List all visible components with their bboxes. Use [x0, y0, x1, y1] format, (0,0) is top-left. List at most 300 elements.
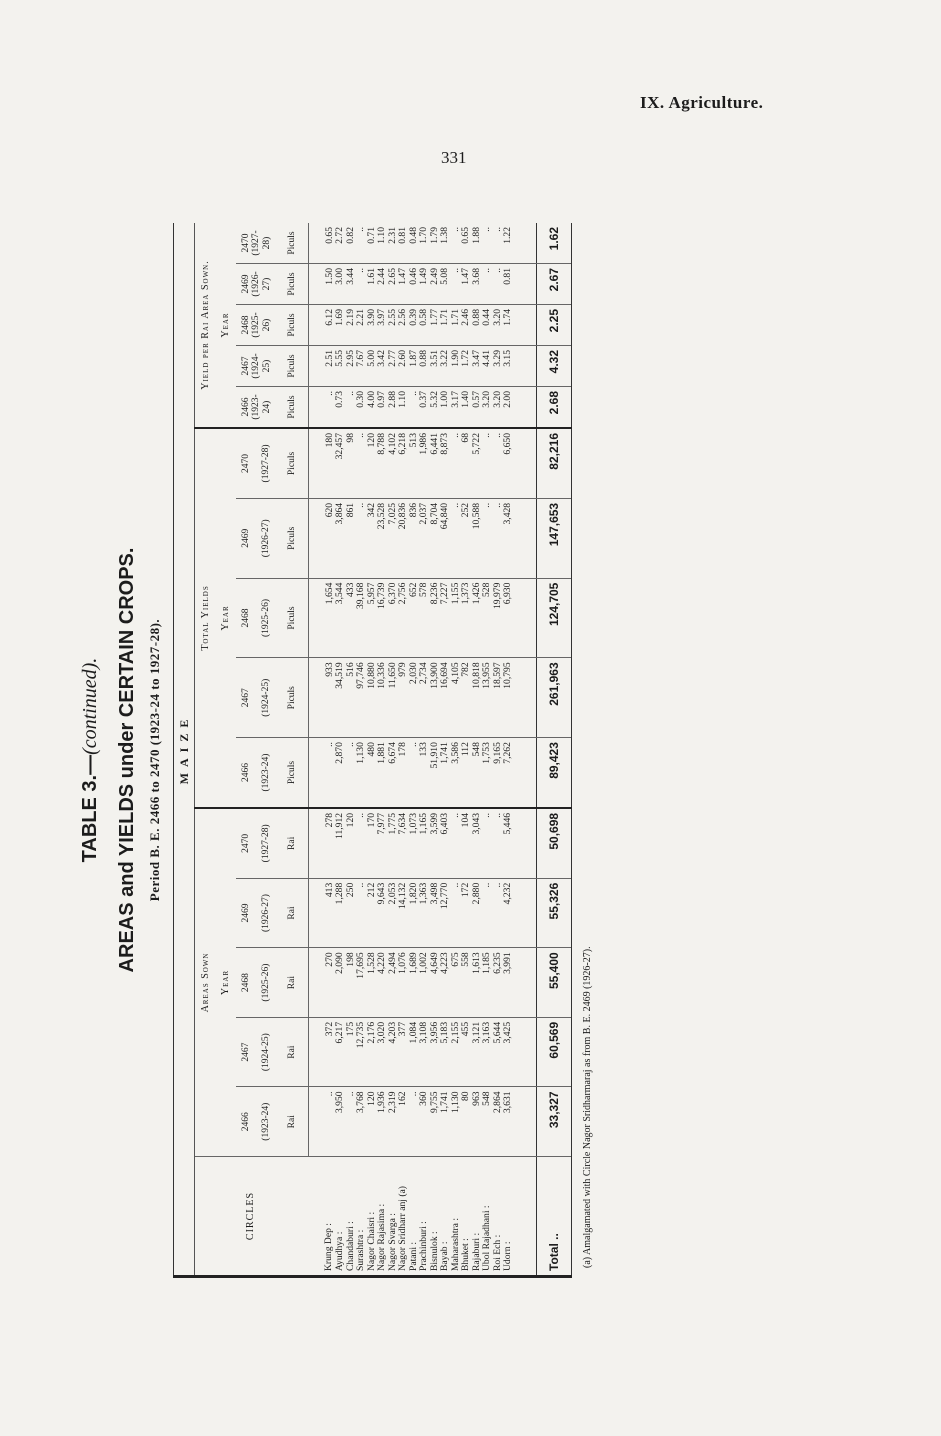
per-rai-cell: 4.00: [367, 387, 378, 429]
year-be-header: 2466: [236, 1087, 257, 1157]
per-rai-cell: 2.19: [346, 305, 357, 346]
per-rai-cell: 3.51: [430, 346, 441, 387]
per-rai-cell: 2.88: [388, 387, 399, 429]
total-per-rai-cell: 4.32: [536, 346, 572, 387]
yield-cell: 51,910: [430, 738, 441, 808]
area-cell: 170: [367, 808, 378, 878]
unit-header: Piculs: [277, 305, 308, 346]
per-rai-cell: 1.74: [503, 305, 536, 346]
circles-header: CIRCLES: [245, 1191, 256, 1241]
area-cell: 4,223: [440, 948, 451, 1018]
area-cell: 3,991: [503, 948, 536, 1018]
area-cell: 172: [461, 878, 472, 948]
area-cell: 1,741: [440, 1087, 451, 1157]
circle-name: Bhuket: [460, 1243, 471, 1271]
table-row: [308, 223, 335, 1275]
leader-dots: :: [376, 1203, 387, 1207]
yield-cell: 23,528: [377, 498, 388, 578]
per-rai-cell: ..: [451, 223, 462, 264]
area-cell: 5,446: [503, 808, 536, 878]
per-rai-cell: 3.22: [440, 346, 451, 387]
area-cell: 4,203: [388, 1017, 399, 1087]
unit-header: Rai: [277, 948, 308, 1018]
year-ad-header: (1924-25): [256, 658, 277, 738]
area-cell: 3,950: [335, 1087, 346, 1157]
leader-dots: :: [428, 1231, 440, 1234]
per-rai-cell: 1.49: [419, 264, 430, 305]
per-rai-cell: 2.72: [335, 223, 346, 264]
yield-cell: 8,873: [440, 428, 451, 498]
yield-cell: 8,704: [430, 498, 441, 578]
yield-cell: 16,694: [440, 658, 451, 738]
table-title: AREAS and YIELDS under CERTAIN CROPS.: [116, 547, 138, 973]
leader-dots: :: [323, 1223, 335, 1226]
yield-cell: 1,986: [419, 428, 430, 498]
leader-dots: :: [344, 1221, 356, 1224]
total-per-rai-cell: 1.62: [536, 223, 572, 264]
per-rai-cell: ..: [482, 264, 493, 305]
per-rai-cell: 3.68: [472, 264, 483, 305]
area-cell: 1,820: [409, 878, 420, 948]
per-rai-cell: 0.81: [398, 223, 409, 264]
circle-name: Surashtra: [355, 1234, 366, 1271]
per-rai-cell: 0.57: [472, 387, 483, 429]
yield-cell: 2,734: [419, 658, 430, 738]
yield-cell: 1,881: [377, 738, 388, 808]
unit-header: Piculs: [277, 387, 308, 429]
total-yield-cell: 147,653: [536, 498, 572, 578]
table-row: [377, 223, 388, 1275]
per-rai-cell: 1.40: [461, 387, 472, 429]
circle-name: Patani: [407, 1247, 419, 1271]
yield-cell: 513: [409, 428, 420, 498]
leader-dots: :: [355, 1229, 366, 1233]
areas-year-label: Year: [217, 808, 236, 1157]
area-cell: 1,076: [398, 948, 409, 1018]
circle-name-cell: [308, 1157, 335, 1276]
yields-year-label: Year: [217, 428, 236, 808]
per-rai-cell: 1.87: [409, 346, 420, 387]
per-rai-cell: 0.39: [409, 305, 420, 346]
per-rai-cell: 0.81: [503, 264, 536, 305]
area-cell: 80: [461, 1087, 472, 1157]
yield-cell: 16,739: [377, 578, 388, 658]
per-rai-cell: 1.61: [367, 264, 378, 305]
per-rai-cell: 1.71: [451, 305, 462, 346]
area-cell: 3,956: [430, 1017, 441, 1087]
yield-cell: 180: [308, 428, 335, 498]
yield-cell: 13,900: [430, 658, 441, 738]
yield-cell: 6,218: [398, 428, 409, 498]
per-rai-cell: 1.10: [398, 387, 409, 429]
per-rai-cell: 3.20: [493, 387, 504, 429]
area-cell: 2,864: [493, 1087, 504, 1157]
per-rai-cell: 0.88: [419, 346, 430, 387]
per-rai-cell: ..: [493, 223, 504, 264]
yield-cell: 5,957: [367, 578, 378, 658]
total-yield-cell: 124,705: [536, 578, 572, 658]
table-row: [356, 223, 367, 1275]
table-row: [440, 223, 451, 1275]
area-cell: 3,108: [419, 1017, 430, 1087]
yield-cell: 34,519: [335, 658, 346, 738]
area-cell: 17,695: [356, 948, 367, 1018]
table-frame: [173, 223, 572, 1278]
yield-cell: 6,930: [503, 578, 536, 658]
total-yield-cell: 82,216: [536, 428, 572, 498]
circle-name: Ayudhya: [334, 1236, 345, 1271]
yield-cell: 1,130: [356, 738, 367, 808]
areas-sown-header: Areas Sown: [194, 808, 217, 1157]
per-rai-cell: 1.47: [461, 264, 472, 305]
area-cell: 1,165: [419, 808, 430, 878]
total-area-cell: 60,569: [536, 1017, 572, 1087]
table-row: [461, 223, 472, 1275]
area-cell: 1,363: [419, 878, 430, 948]
yield-cell: 2,870: [335, 738, 346, 808]
total-area-cell: 55,400: [536, 948, 572, 1018]
per-rai-cell: ..: [493, 264, 504, 305]
yield-cell: 836: [409, 498, 420, 578]
area-cell: ..: [451, 878, 462, 948]
per-rai-cell: 2.00: [503, 387, 536, 429]
per-rai-year-label: Year: [217, 223, 236, 428]
area-cell: 1,775: [388, 808, 399, 878]
yield-cell: 861: [346, 498, 357, 578]
area-cell: 3,020: [377, 1017, 388, 1087]
area-cell: ..: [451, 808, 462, 878]
area-cell: ..: [356, 808, 367, 878]
yield-cell: 6,370: [388, 578, 399, 658]
circle-name: Prachinburi: [418, 1226, 429, 1271]
table-row: [419, 223, 430, 1275]
yield-cell: 3,428: [503, 498, 536, 578]
yield-cell: 8,236: [430, 578, 441, 658]
total-area-cell: 55,326: [536, 878, 572, 948]
yield-cell: 20,836: [398, 498, 409, 578]
yield-cell: 4,102: [388, 428, 399, 498]
per-rai-cell: 1.69: [335, 305, 346, 346]
area-cell: ..: [346, 1087, 357, 1157]
circle-name: Nagor Chaisri: [365, 1216, 377, 1271]
footnote: (a) Amalgamated with Circle Nagor Sridharmaraj as from B. E. 2469 (1926-27).: [582, 946, 593, 1268]
area-cell: 278: [308, 808, 335, 878]
year-be-header: 2469: [236, 498, 257, 578]
table-row: [503, 223, 536, 1275]
table-period: Period B. E. 2466 to 2470 (1923-24 to 1927-28).: [147, 618, 162, 902]
leader-dots: :: [386, 1213, 398, 1216]
per-rai-cell: 5.08: [440, 264, 451, 305]
area-cell: 1,073: [409, 808, 420, 878]
total-label: Total: [546, 1243, 561, 1271]
yield-cell: ..: [451, 428, 462, 498]
area-cell: 6,403: [440, 808, 451, 878]
per-rai-cell: 0.97: [377, 387, 388, 429]
per-rai-cell: 2.46: [461, 305, 472, 346]
per-rai-cell: ..: [356, 223, 367, 264]
yield-cell: 342: [367, 498, 378, 578]
yield-cell: 97,746: [356, 658, 367, 738]
yield-cell: 2,037: [419, 498, 430, 578]
area-cell: 14,132: [398, 878, 409, 948]
area-cell: ..: [356, 878, 367, 948]
area-cell: 9,755: [430, 1087, 441, 1157]
area-cell: 11,912: [335, 808, 346, 878]
unit-header: Piculs: [277, 578, 308, 658]
unit-header: Piculs: [277, 738, 308, 808]
per-rai-cell: 1.47: [398, 264, 409, 305]
unit-header: Rai: [277, 808, 308, 878]
total-yield-cell: 261,963: [536, 658, 572, 738]
leader-dots: :: [481, 1205, 492, 1209]
area-cell: 558: [461, 948, 472, 1018]
table-row: [398, 223, 409, 1275]
year-be-header: 2468: [236, 948, 257, 1018]
per-rai-cell: ..: [409, 387, 420, 429]
total-per-rai-cell: 2.25: [536, 305, 572, 346]
year-be-header: 2470: [236, 428, 257, 498]
area-cell: 413: [308, 878, 335, 948]
per-rai-cell: 1.71: [440, 305, 451, 346]
area-cell: 3,163: [482, 1017, 493, 1087]
table-titles: [79, 190, 163, 1330]
yield-cell: ..: [356, 498, 367, 578]
area-cell: 5,183: [440, 1017, 451, 1087]
area-cell: 3,631: [503, 1087, 536, 1157]
total-yield-cell: 89,423: [536, 738, 572, 808]
yield-cell: 178: [398, 738, 409, 808]
area-cell: 120: [367, 1087, 378, 1157]
area-cell: 9,643: [377, 878, 388, 948]
total-label-cell: [536, 1157, 572, 1276]
leader-dots: :: [449, 1217, 461, 1221]
unit-header: Piculs: [277, 346, 308, 387]
area-cell: 250: [346, 878, 357, 948]
area-cell: 12,770: [440, 878, 451, 948]
per-rai-cell: 1.38: [440, 223, 451, 264]
yield-cell: 2,030: [409, 658, 420, 738]
leader-dots: :: [418, 1221, 429, 1224]
per-rai-cell: 0.30: [356, 387, 367, 429]
yield-cell: 9,165: [493, 738, 504, 808]
yield-cell: 933: [308, 658, 335, 738]
area-cell: 1,613: [472, 948, 483, 1018]
per-rai-cell: 1.72: [461, 346, 472, 387]
rotated-table-page: [75, 190, 865, 1330]
circle-name: Nagor Svarga: [386, 1218, 398, 1271]
area-cell: ..: [482, 808, 493, 878]
per-rai-cell: 1.90: [451, 346, 462, 387]
unit-header: Piculs: [277, 498, 308, 578]
per-rai-cell: 3.47: [472, 346, 483, 387]
year-ad-header: (1925-26): [256, 578, 277, 658]
leader-dots: ..: [546, 1233, 561, 1240]
per-rai-cell: 1.88: [472, 223, 483, 264]
yield-cell: 8,788: [377, 428, 388, 498]
year-be-header: 2467: [236, 1017, 257, 1087]
unit-header: Piculs: [277, 658, 308, 738]
area-cell: 675: [451, 948, 462, 1018]
per-rai-cell: 3.15: [503, 346, 536, 387]
area-cell: 2,880: [472, 878, 483, 948]
yield-cell: 1,426: [472, 578, 483, 658]
yield-cell: 10,588: [472, 498, 483, 578]
yield-cell: 10,795: [503, 658, 536, 738]
area-cell: ..: [493, 808, 504, 878]
per-rai-cell: 0.73: [335, 387, 346, 429]
year-be-header: 2469: [236, 878, 257, 948]
yield-cell: 18,597: [493, 658, 504, 738]
per-rai-cell: 2.60: [398, 346, 409, 387]
yield-cell: 64,840: [440, 498, 451, 578]
per-rai-cell: ..: [451, 264, 462, 305]
maize-table: [173, 223, 572, 1275]
leader-dots: :: [407, 1241, 419, 1245]
area-cell: 1,185: [482, 948, 493, 1018]
per-rai-year-header: 2466 (1923-24): [236, 387, 278, 429]
yield-per-rai-header: Yield per Rai Area Sown.: [194, 223, 217, 428]
area-cell: 6,235: [493, 948, 504, 1018]
section-heading: IX. Agriculture.: [640, 93, 764, 112]
year-ad-header: (1927-28): [256, 808, 277, 878]
per-rai-cell: 0.65: [461, 223, 472, 264]
year-be-header: 2470: [236, 808, 257, 878]
per-rai-cell: 1.10: [377, 223, 388, 264]
unit-header: Piculs: [277, 264, 308, 305]
area-cell: 162: [398, 1087, 409, 1157]
total-area-cell: 33,327: [536, 1087, 572, 1157]
per-rai-cell: 1.79: [430, 223, 441, 264]
area-cell: 120: [346, 808, 357, 878]
area-cell: ..: [482, 878, 493, 948]
per-rai-cell: ..: [482, 223, 493, 264]
area-cell: 1,689: [409, 948, 420, 1018]
area-cell: 377: [398, 1017, 409, 1087]
total-yields-header: Total Yields: [194, 428, 217, 808]
circle-name: Bisnulok: [428, 1236, 440, 1271]
area-cell: 175: [346, 1017, 357, 1087]
per-rai-cell: 3.17: [451, 387, 462, 429]
leader-dots: :: [439, 1241, 450, 1245]
yield-cell: 652: [409, 578, 420, 658]
area-cell: 198: [346, 948, 357, 1018]
leader-dots: :: [334, 1231, 345, 1235]
yield-cell: 3,544: [335, 578, 346, 658]
per-rai-cell: 0.37: [419, 387, 430, 429]
unit-header: Rai: [277, 878, 308, 948]
per-rai-cell: 3.20: [493, 305, 504, 346]
per-rai-cell: 3.29: [493, 346, 504, 387]
per-rai-cell: 0.58: [419, 305, 430, 346]
circle-name: Nagor Rajasima: [376, 1208, 387, 1271]
year-ad-header: (1926-27): [256, 498, 277, 578]
area-cell: 6,217: [335, 1017, 346, 1087]
per-rai-cell: 3.00: [335, 264, 346, 305]
per-rai-cell: 1.70: [419, 223, 430, 264]
yield-cell: 548: [472, 738, 483, 808]
yield-cell: 4,105: [451, 658, 462, 738]
yield-cell: 112: [461, 738, 472, 808]
yield-cell: 6,650: [503, 428, 536, 498]
yield-cell: 10,880: [367, 658, 378, 738]
circle-name: Krung Dep: [323, 1228, 335, 1271]
yield-cell: 11,650: [388, 658, 399, 738]
yield-cell: 528: [482, 578, 493, 658]
yield-cell: 1,654: [308, 578, 335, 658]
yield-cell: ..: [308, 738, 335, 808]
area-cell: 270: [308, 948, 335, 1018]
leader-dots: :: [470, 1232, 482, 1236]
total-area-cell: 50,698: [536, 808, 572, 878]
per-rai-cell: 7.67: [356, 346, 367, 387]
per-rai-cell: ..: [346, 387, 357, 429]
yield-cell: 1,741: [440, 738, 451, 808]
yield-cell: 7,262: [503, 738, 536, 808]
yield-cell: 433: [346, 578, 357, 658]
yield-cell: 5,722: [472, 428, 483, 498]
per-rai-cell: 1.22: [503, 223, 536, 264]
table-label-main: TABLE 3.—: [79, 754, 101, 863]
area-cell: 1,528: [367, 948, 378, 1018]
area-cell: 2,053: [388, 878, 399, 948]
unit-header: Piculs: [277, 223, 308, 264]
yield-cell: ..: [493, 428, 504, 498]
yield-cell: 3,864: [335, 498, 346, 578]
yield-cell: 98: [346, 428, 357, 498]
yield-cell: 979: [398, 658, 409, 738]
per-rai-cell: 0.48: [409, 223, 420, 264]
yield-cell: 120: [367, 428, 378, 498]
yield-cell: 578: [419, 578, 430, 658]
yield-cell: 10,336: [377, 658, 388, 738]
yield-cell: ..: [346, 738, 357, 808]
circle-name: Bayab: [439, 1246, 450, 1271]
area-cell: 2,319: [388, 1087, 399, 1157]
area-cell: 3,425: [503, 1017, 536, 1087]
area-cell: 3,121: [472, 1017, 483, 1087]
total-per-rai-cell: 2.68: [536, 387, 572, 429]
per-rai-cell: 0.65: [308, 223, 335, 264]
area-cell: 212: [367, 878, 378, 948]
per-rai-cell: 5.32: [430, 387, 441, 429]
area-cell: ..: [409, 1087, 420, 1157]
per-rai-year-header: 2468 (1925-26): [236, 305, 278, 346]
year-ad-header: (1927-28): [256, 428, 277, 498]
area-cell: 455: [461, 1017, 472, 1087]
leader-dots: :: [491, 1234, 503, 1238]
leader-dots: (a): [397, 1186, 408, 1197]
leader-dots: :: [502, 1241, 513, 1245]
per-rai-cell: 0.44: [482, 305, 493, 346]
yield-cell: ..: [482, 498, 493, 578]
yield-cell: 19,979: [493, 578, 504, 658]
area-cell: ..: [493, 878, 504, 948]
area-cell: 2,494: [388, 948, 399, 1018]
yield-cell: 1,753: [482, 738, 493, 808]
per-rai-year-header: 2470 (1927-28): [236, 223, 278, 264]
circle-name: Roi Ech: [491, 1239, 503, 1271]
yield-cell: 1,373: [461, 578, 472, 658]
yield-cell: 6,674: [388, 738, 399, 808]
yield-cell: ..: [493, 498, 504, 578]
area-cell: 1,002: [419, 948, 430, 1018]
area-cell: 4,232: [503, 878, 536, 948]
yield-cell: ..: [356, 428, 367, 498]
per-rai-cell: ..: [308, 387, 335, 429]
table-row: [335, 223, 346, 1275]
year-ad-header: (1923-24): [256, 1087, 277, 1157]
per-rai-cell: 2.56: [398, 305, 409, 346]
